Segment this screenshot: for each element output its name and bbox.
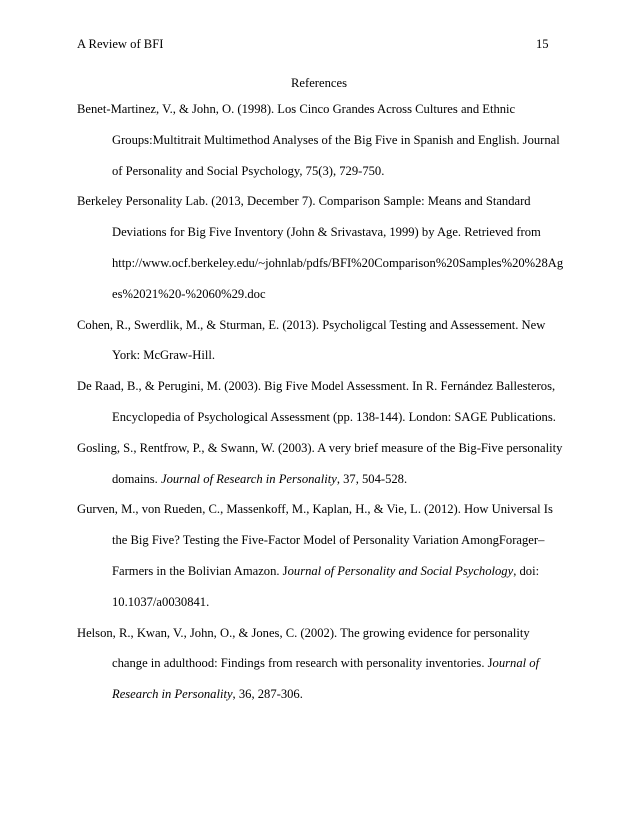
reference-text: , doi: bbox=[513, 563, 540, 578]
reference-line bbox=[77, 587, 587, 618]
reference-text: the Big Five? Testing the Five-Factor Model of Personality Variation AmongForager– bbox=[112, 533, 545, 548]
italic-text: Research in Personality bbox=[112, 687, 233, 702]
reference-text: of Personality and Social Psychology, 75(3), 729-750. bbox=[112, 163, 385, 178]
reference-text: Helson, R., Kwan, V., John, O., & Jones, C. (2002). The growing evidence for personality bbox=[77, 625, 530, 640]
reference-line bbox=[77, 248, 587, 279]
reference-entry bbox=[77, 433, 587, 495]
reference-line bbox=[77, 648, 587, 679]
italic-text: ournal of bbox=[492, 656, 540, 671]
reference-text: Encyclopedia of Psychological Assessment (pp. 138-144). London: SAGE Publications. bbox=[112, 409, 556, 424]
reference-text: Groups:Multitrait Multimethod Analyses of the Big Five in Spanish and English. Journal bbox=[112, 132, 560, 147]
italic-text: Journal of Research in Personality bbox=[160, 471, 337, 486]
reference-text: Gurven, M., von Rueden, C., Massenkoff, M., Kaplan, H., & Vie, L. (2012). How Universal Is bbox=[77, 502, 553, 517]
reference-entry bbox=[77, 186, 587, 309]
reference-text: , 37, 504-528. bbox=[336, 471, 408, 486]
reference-line bbox=[77, 186, 587, 217]
reference-line bbox=[77, 279, 587, 310]
reference-line bbox=[77, 94, 587, 125]
reference-text: 10.1037/a0030841. bbox=[112, 594, 210, 609]
reference-text: , 36, 287-306. bbox=[232, 687, 303, 702]
reference-line bbox=[77, 679, 587, 710]
reference-text: Benet-Martinez, V., & John, O. (1998). Los Cinco Grandes Across Cultures and Ethnic bbox=[77, 102, 516, 116]
reference-line bbox=[77, 371, 587, 402]
page-number: 15 bbox=[536, 37, 549, 51]
reference-line bbox=[77, 402, 587, 433]
reference-text: Deviations for Big Five Inventory (John & Srivastava, 1999) by Age. Retrieved from bbox=[112, 225, 541, 240]
reference-text: es%2021%20-%2060%29.doc bbox=[112, 286, 266, 301]
reference-text: Cohen, R., Swerdlik, M., & Sturman, E. (2013). Psycholigcal Testing and Assessement. New bbox=[77, 317, 546, 332]
reference-text: change in adulthood: Findings from research with personality inventories. J bbox=[112, 656, 493, 671]
reference-text: York: McGraw-Hill. bbox=[112, 348, 215, 363]
reference-entry bbox=[77, 618, 587, 710]
reference-entry bbox=[77, 371, 587, 433]
references-heading: References bbox=[291, 76, 347, 90]
reference-text: domains. bbox=[112, 471, 161, 486]
running-head: A Review of BFI bbox=[77, 37, 164, 51]
reference-line bbox=[77, 525, 587, 556]
reference-line bbox=[77, 217, 587, 248]
reference-line bbox=[77, 494, 587, 525]
reference-line bbox=[77, 433, 587, 464]
reference-line bbox=[77, 556, 587, 587]
italic-text: ournal of Personality and Social Psychology bbox=[287, 563, 514, 578]
reference-entry bbox=[77, 310, 587, 372]
reference-line bbox=[77, 125, 587, 156]
reference-entry bbox=[77, 494, 587, 617]
reference-text: Farmers in the Bolivian Amazon. J bbox=[112, 563, 288, 578]
reference-text: Gosling, S., Rentfrow, P., & Swann, W. (2003). A very brief measure of the Big-Five personality bbox=[77, 440, 563, 455]
reference-text: Berkeley Personality Lab. (2013, December 7). Comparison Sample: Means and Standard bbox=[77, 194, 531, 209]
reference-line bbox=[77, 618, 587, 649]
reference-text: http://www.ocf.berkeley.edu/~johnlab/pdfs/BFI%20Comparison%20Samples%20%28Ag bbox=[112, 255, 564, 270]
reference-entry bbox=[77, 94, 587, 186]
reference-line bbox=[77, 464, 587, 495]
reference-line bbox=[77, 310, 587, 341]
reference-text: De Raad, B., & Perugini, M. (2003). Big Five Model Assessment. In R. Fernández Ballesteros, bbox=[77, 379, 556, 394]
reference-line bbox=[77, 340, 587, 371]
reference-list bbox=[77, 94, 587, 710]
reference-line bbox=[77, 156, 587, 187]
